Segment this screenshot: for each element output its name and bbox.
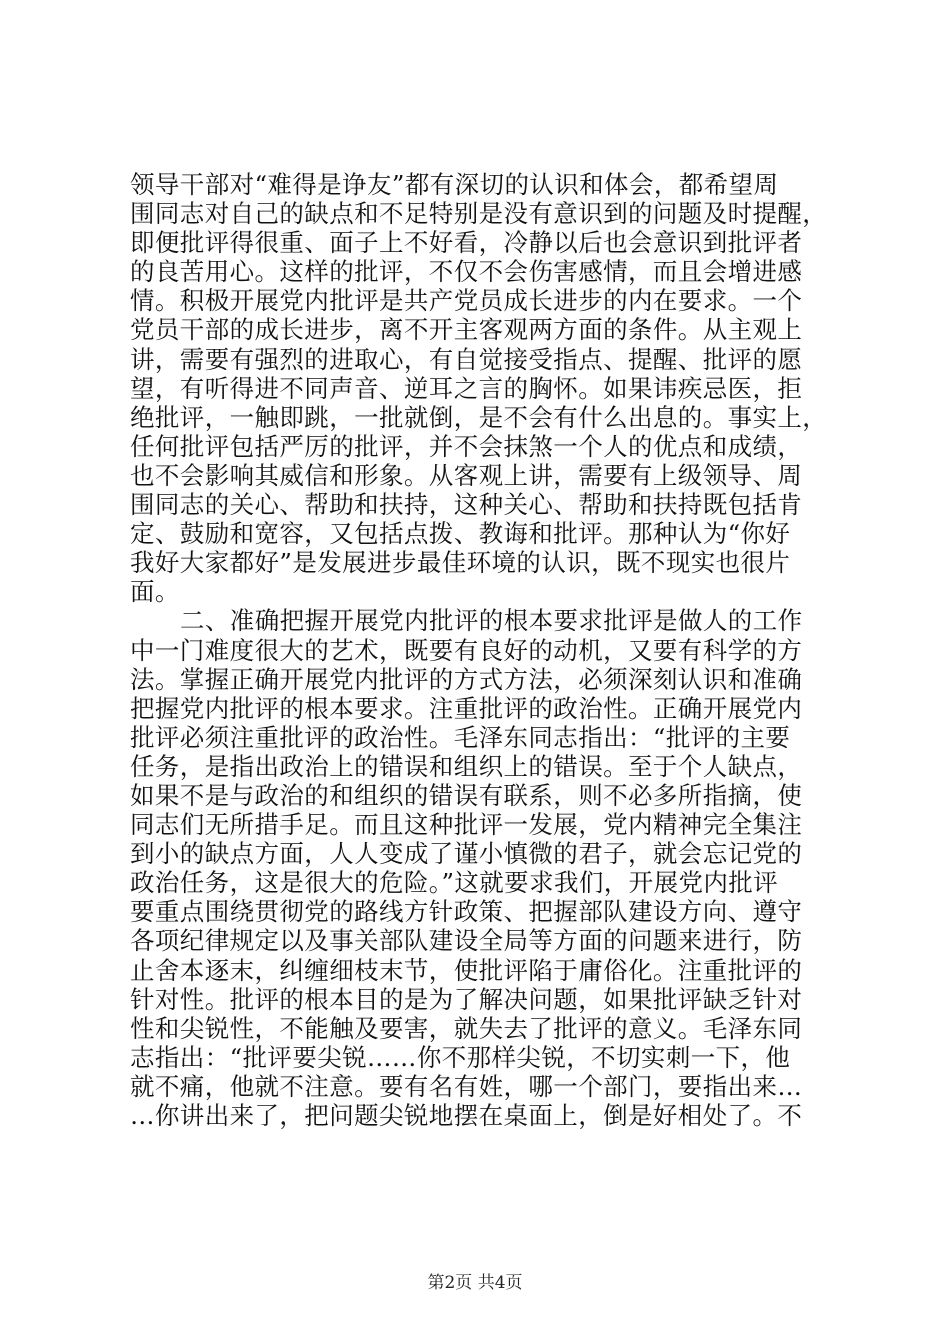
text-line: 定、鼓励和宽容，又包括点拨、教诲和批评。那种认为“你好: [130, 519, 791, 549]
text-line: 把握党内批评的根本要求。注重批评的政治性。正确开展党内: [130, 693, 803, 723]
text-line: 绝批评，一触即跳，一批就倒，是不会有什么出息的。事实上，: [130, 402, 828, 432]
text-line: 中一门难度很大的艺术，既要有良好的动机，又要有科学的方: [130, 635, 803, 665]
text-line: 各项纪律规定以及事关部队建设全局等方面的问题来进行，防: [130, 926, 803, 956]
text-line: 任何批评包括严厉的批评，并不会抹煞一个人的优点和成绩，: [130, 431, 803, 461]
text-line: 即便批评得很重、面子上不好看，冷静以后也会意识到批评者: [130, 228, 803, 258]
text-line: 也不会影响其威信和形象。从客观上讲，需要有上级领导、周: [130, 460, 803, 490]
page-footer: 第2页 共4页: [427, 1273, 523, 1293]
text-line: 的良苦用心。这样的批评，不仅不会伤害感情，而且会增进感: [130, 257, 803, 287]
text-line: 二、准确把握开展党内批评的根本要求批评是做人的工作: [180, 606, 803, 636]
text-line: 面。: [130, 577, 180, 607]
text-line: …你讲出来了，把问题尖锐地摆在桌面上，倒是好相处了。不: [130, 1101, 803, 1130]
text-line: 批评必须注重批评的政治性。毛泽东同志指出：“批评的主要: [130, 722, 791, 752]
text-line: 要重点围绕贯彻党的路线方针政策、把握部队建设方向、遵守: [130, 897, 803, 927]
text-line: 围同志对自己的缺点和不足特别是没有意识到的问题及时提醒，: [130, 199, 828, 229]
paragraph-2: [130, 606, 830, 1130]
text-line: 同志们无所措手足。而且这种批评一发展，党内精神完全集注: [130, 810, 803, 840]
text-line: 法。掌握正确开展党内批评的方式方法，必须深刻认识和准确: [130, 664, 803, 694]
text-line: 政治任务，这是很大的危险。”这就要求我们，开展党内批评: [130, 868, 779, 898]
text-line: 望，有听得进不同声音、逆耳之言的胸怀。如果讳疾忌医，拒: [130, 373, 803, 403]
text-line: 领导干部对“难得是诤友”都有深切的认识和体会，都希望周: [130, 170, 779, 199]
text-line: 任务，是指出政治上的错误和组织上的错误。至于个人缺点，: [130, 751, 803, 781]
text-line: 党员干部的成长进步，离不开主客观两方面的条件。从主观上: [130, 315, 803, 345]
text-line: 我好大家都好”是发展进步最佳环境的认识，既不现实也很片: [130, 548, 791, 578]
text-line: 针对性。批评的根本目的是为了解决问题，如果批评缺乏针对: [130, 984, 803, 1014]
text-line: 性和尖锐性，不能触及要害，就失去了批评的意义。毛泽东同: [130, 1013, 803, 1043]
text-line: 讲，需要有强烈的进取心，有自觉接受指点、提醒、批评的愿: [130, 344, 803, 374]
text-line: 情。积极开展党内批评是共产党员成长进步的内在要求。一个: [130, 286, 803, 316]
text-line: 止舍本逐末，纠缠细枝末节，使批评陷于庸俗化。注重批评的: [130, 955, 803, 985]
text-line: 围同志的关心、帮助和扶持，这种关心、帮助和扶持既包括肯: [130, 490, 803, 520]
text-line: 如果不是与政治的和组织的错误有联系，则不必多所指摘，使: [130, 780, 803, 810]
text-line: 志指出：“批评要尖锐……你不那样尖锐，不切实刺一下，他: [130, 1042, 791, 1072]
text-line: 就不痛，他就不注意。要有名有姓，哪一个部门，要指出来…: [130, 1071, 803, 1101]
text-line: 到小的缺点方面，人人变成了谨小慎微的君子，就会忘记党的: [130, 839, 803, 869]
paragraph-1: [130, 170, 830, 606]
document-body: [130, 170, 830, 1130]
